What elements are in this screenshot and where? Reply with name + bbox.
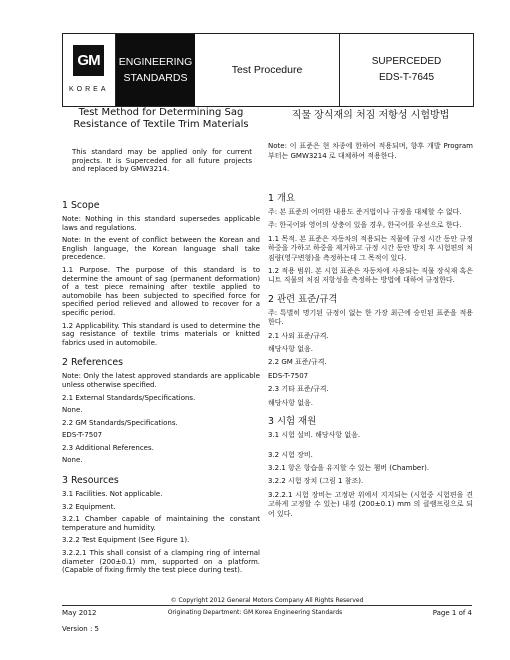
ko-res-facilities: 3.1 시험 설비. 해당사항 없음. bbox=[268, 431, 361, 440]
res-facilities: 3.1 Facilities. Not applicable. bbox=[62, 490, 163, 499]
footer-date: May 2012 bbox=[62, 609, 97, 617]
scope-purpose: 1.1 Purpose. The purpose of this standard is to determine the amount of sag (permanent deformation) of a test piece remaining after textile applied to automobile has been subjected to specified force for specified period relieved and allowed to recover for a specific period. bbox=[62, 265, 260, 317]
copyright-notice: © Copyright 2012 General Motors Company All Rights Reserved bbox=[170, 597, 364, 604]
ref-gm-value: EDS-T-7507 bbox=[62, 431, 103, 440]
ko-res-equipment: 3.2 시험 장비. bbox=[268, 450, 313, 459]
ref-note: Note: Only the latest approved standards are applicable unless otherwise specified. bbox=[62, 372, 260, 389]
ko-res-clamping-ring: 3.2.2.1 시험 장비는 고정판 위에서 지지되는 (시험중 시험편을 견고하게 고정할 수 있는) 내경 (200±0.1) mm 의 클램프링으로 되어 있다. bbox=[268, 490, 473, 518]
footer-divider bbox=[62, 605, 472, 606]
heading-scope: 1 Scope bbox=[62, 200, 100, 211]
note-korean: Note: 이 표준은 현 차종에 한하여 적용되며, 향후 개발 Program 부터는 GMW3214 로 대체하여 적용한다. bbox=[268, 142, 473, 160]
korean-column bbox=[268, 193, 473, 523]
ref-external-none: None. bbox=[62, 406, 83, 415]
ref-additional-none: None. bbox=[62, 456, 83, 465]
ko-scope-note-1: 주: 본 표준의 어떠한 내용도 준거법이나 규정을 대체할 수 없다. bbox=[268, 208, 462, 216]
scope-note-2: Note: In the event of conflict between the Korean and English language, the Korean language shall take precedence. bbox=[62, 236, 260, 262]
title-korean: 직물 장식재의 처짐 저항성 시험방법 bbox=[291, 110, 450, 121]
ko-ref-gm: 2.2 GM 표준/규격. bbox=[268, 358, 327, 367]
heading-ko-resources: 3 시험 재원 bbox=[268, 416, 317, 428]
res-test-equipment: 3.2.2 Test Equipment (See Figure 1). bbox=[62, 536, 190, 545]
ref-external: 2.1 External Standards/Specifications. bbox=[62, 393, 196, 402]
ko-ref-gm-value: EDS-T-7507 bbox=[268, 371, 309, 380]
ko-res-test-equipment: 3.2.2 시험 장치 (그림 1 참조). bbox=[268, 477, 364, 486]
std-line-1: ENGINEERING bbox=[118, 56, 193, 68]
scope-applicability: 1.2 Applicability. This standard is used to determine the sag resistance of textile trims materials or knitted fabrics used in automobile. bbox=[62, 321, 260, 347]
doc-type: Test Procedure bbox=[195, 34, 340, 106]
gm-logo-mark: GM bbox=[73, 45, 104, 76]
ko-ref-note: 주: 특별히 명기된 규정이 없는 한 가장 최근에 승인된 표준을 적용한다. bbox=[268, 308, 473, 327]
ref-additional: 2.3 Additional References. bbox=[62, 443, 154, 452]
heading-resources: 3 Resources bbox=[62, 475, 119, 487]
res-equipment: 3.2 Equipment. bbox=[62, 502, 116, 511]
ko-res-chamber: 3.2.1 항온 항습을 유지할 수 있는 챔버 (Chamber). bbox=[268, 463, 430, 472]
ko-ref-external: 2.1 사외 표준/규격. bbox=[268, 331, 329, 340]
footer-version: Version : 5 bbox=[62, 625, 100, 633]
ko-ref-additional-none: 해당사항 없음. bbox=[268, 398, 314, 407]
doc-id: EDS-T-7645 bbox=[378, 72, 435, 83]
logo-korea-text: KOREA bbox=[69, 86, 109, 93]
scope-note-1: Note: Nothing in this standard supersedes applicable laws and regulations. bbox=[62, 215, 260, 232]
ko-ref-additional: 2.3 기타 표준/규격. bbox=[268, 385, 329, 394]
status-text: SUPERCEDED bbox=[371, 56, 442, 67]
std-line-2: STANDARDS bbox=[123, 72, 188, 84]
ko-ref-external-none: 해당사항 없음. bbox=[268, 345, 314, 354]
res-clamping-ring: 3.2.2.1 This shall consist of a clamping ring of internal diameter (200±0.1) mm, supported on a platform. (Capable of fixing firmly the test piece during test). bbox=[62, 549, 260, 575]
heading-ko-scope: 1 개요 bbox=[268, 193, 296, 204]
ko-scope-applicability: 1.2 적용 범위. 본 시험 표준은 자동차에 사용되는 직물 장식재 혹은 니트 직물의 처짐 저항성을 측정하는 방법에 대하여 규정한다. bbox=[268, 267, 473, 285]
ref-gm: 2.2 GM Standards/Specifications. bbox=[62, 418, 178, 427]
note-english: This standard may be applied only for current projects. It is Superceded for all future projects and replaced by GMW3214. bbox=[72, 148, 252, 174]
ko-scope-note-2: 주: 한국어와 영어의 상충이 있을 경우, 한국어를 우선으로 한다. bbox=[268, 221, 462, 230]
ko-scope-purpose: 1.1 목적. 본 표준은 자동차의 적용되는 직물에 규정 시간 동안 규정 하중을 가하고 하중을 제거하고 규정 시간 동안 방치 후 시험편의 처짐량(영구변형)을 측정하는데 그 목적이 있다. bbox=[268, 234, 473, 262]
title-english: Test Method for Determining Sag Resistance of Textile Trim Materials bbox=[73, 107, 249, 130]
document-header bbox=[62, 33, 474, 107]
english-column bbox=[62, 200, 260, 579]
heading-ko-references: 2 관련 표준/규격 bbox=[268, 293, 338, 305]
footer-page-number: Page 1 of 4 bbox=[432, 609, 472, 617]
status-block bbox=[340, 34, 473, 106]
heading-references: 2 References bbox=[62, 357, 124, 369]
footer-department: Originating Department: GM Korea Engineering Standards bbox=[167, 609, 343, 616]
gm-korea-logo bbox=[63, 34, 116, 106]
engineering-standards-block bbox=[116, 34, 195, 106]
res-chamber: 3.2.1 Chamber capable of maintaining the constant temperature and humidity. bbox=[62, 515, 260, 532]
